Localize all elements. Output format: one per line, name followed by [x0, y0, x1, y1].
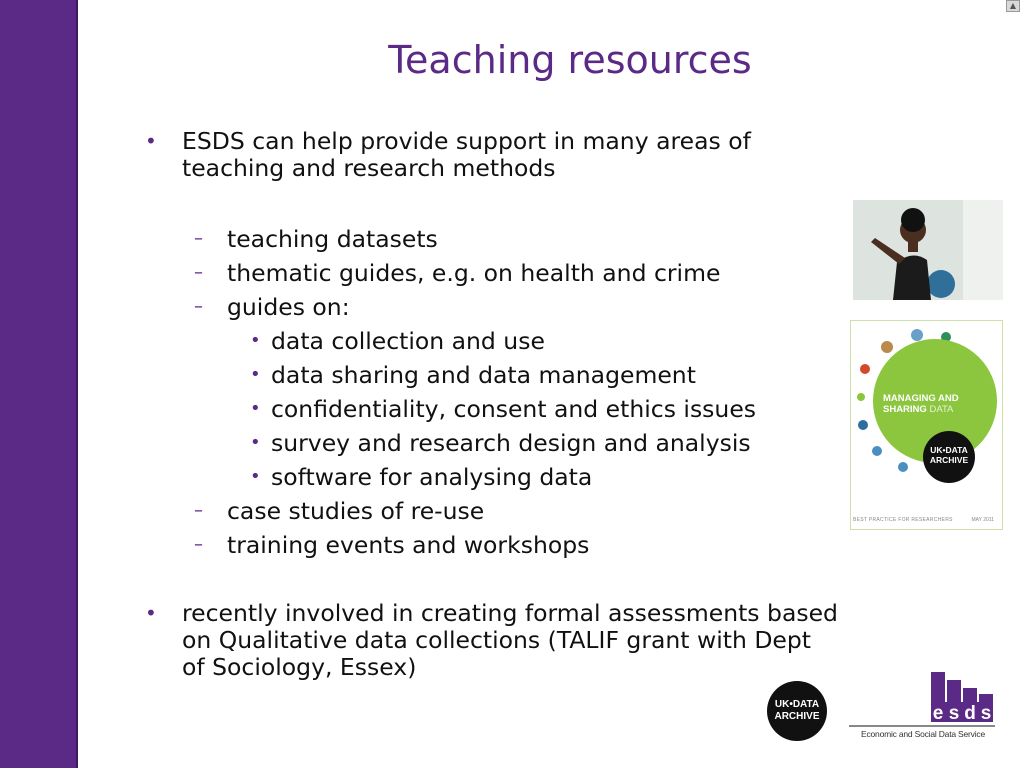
book-footer: BEST PRACTICE FOR RESEARCHERS [853, 517, 953, 523]
guides-list [140, 324, 840, 494]
sub-item-text: guides on: [227, 293, 350, 321]
sub-item-text: thematic guides, e.g. on health and crime [227, 259, 721, 287]
sub-item-guides-on [140, 290, 840, 324]
dash-icon: – [194, 228, 203, 249]
esds-letter-s: s [948, 703, 960, 724]
guide-item-text: confidentiality, consent and ethics issues [271, 395, 757, 423]
bullet-dot-icon: • [250, 398, 261, 419]
guide-item-text: data collection and use [271, 327, 545, 355]
book-title-line1: MANAGING AND [883, 393, 959, 404]
esds-tagline: Economic and Social Data Service [861, 729, 985, 739]
sidebar-bar [0, 0, 78, 768]
bullet-dot-icon: • [250, 364, 261, 385]
book-title-line2 [883, 404, 983, 415]
book-badge-line2: ARCHIVE [929, 455, 969, 465]
teacher-illustration [853, 200, 1003, 300]
esds-letter-d: d [964, 703, 976, 724]
bullet-dot-icon: • [250, 466, 261, 487]
sub-list [140, 222, 840, 324]
sub-item-teaching-datasets [140, 222, 840, 256]
dash-icon: – [194, 262, 203, 283]
dash-icon: – [194, 296, 203, 317]
sub-item-case-studies [140, 494, 840, 528]
guide-item [140, 358, 840, 392]
dash-icon: – [194, 534, 203, 555]
bullet-dot-icon: • [145, 601, 157, 625]
ukda-logo-line2: ARCHIVE [774, 711, 820, 722]
teacher-photo [853, 200, 1003, 300]
guide-item-text: software for analysing data [271, 463, 593, 491]
bullet-esds-support [140, 128, 840, 182]
book-title-data: DATA [929, 404, 954, 415]
guide-item-text: data sharing and data management [271, 361, 696, 389]
sub-item-text: case studies of re-use [227, 497, 485, 525]
book-badge-line1: UK•DATA [930, 445, 968, 455]
guide-item [140, 392, 840, 426]
bullet-text: ESDS can help provide support in many areas of teaching and research methods [182, 127, 751, 182]
guide-item [140, 426, 840, 460]
esds-letter-s2: s [980, 703, 992, 724]
book-cover [850, 320, 1003, 530]
sub-item-text: training events and workshops [227, 531, 590, 559]
book-date: MAY 2011 [971, 517, 994, 523]
slide-title: Teaching resources [388, 38, 752, 82]
bullet-dot-icon: • [250, 330, 261, 351]
sub-item-text: teaching datasets [227, 225, 438, 253]
slide-content [140, 128, 840, 681]
bullet-text: recently involved in creating formal assessments based on Qualitative data collections (TALIF grant with Dept of Sociology, Essex) [182, 599, 838, 681]
bullet-dot-icon: • [250, 432, 261, 453]
book-title [883, 393, 983, 415]
bullet-formal-assessments [140, 600, 840, 681]
dash-icon: – [194, 500, 203, 521]
sub-item-thematic-guides [140, 256, 840, 290]
guide-item [140, 460, 840, 494]
guide-item [140, 324, 840, 358]
book-ukda-badge [923, 431, 975, 483]
uk-data-archive-logo [767, 681, 827, 741]
book-title-sharing: SHARING [883, 404, 927, 415]
ukda-logo-line1: UK•DATA [774, 699, 820, 710]
bullet-dot-icon: • [145, 129, 157, 153]
nav-up-arrow-icon[interactable]: ▲ [1006, 0, 1020, 12]
esds-letter-e: e [932, 703, 944, 724]
sub-list-continued [140, 494, 840, 562]
sub-item-training-events [140, 528, 840, 562]
guide-item-text: survey and research design and analysis [271, 429, 751, 457]
